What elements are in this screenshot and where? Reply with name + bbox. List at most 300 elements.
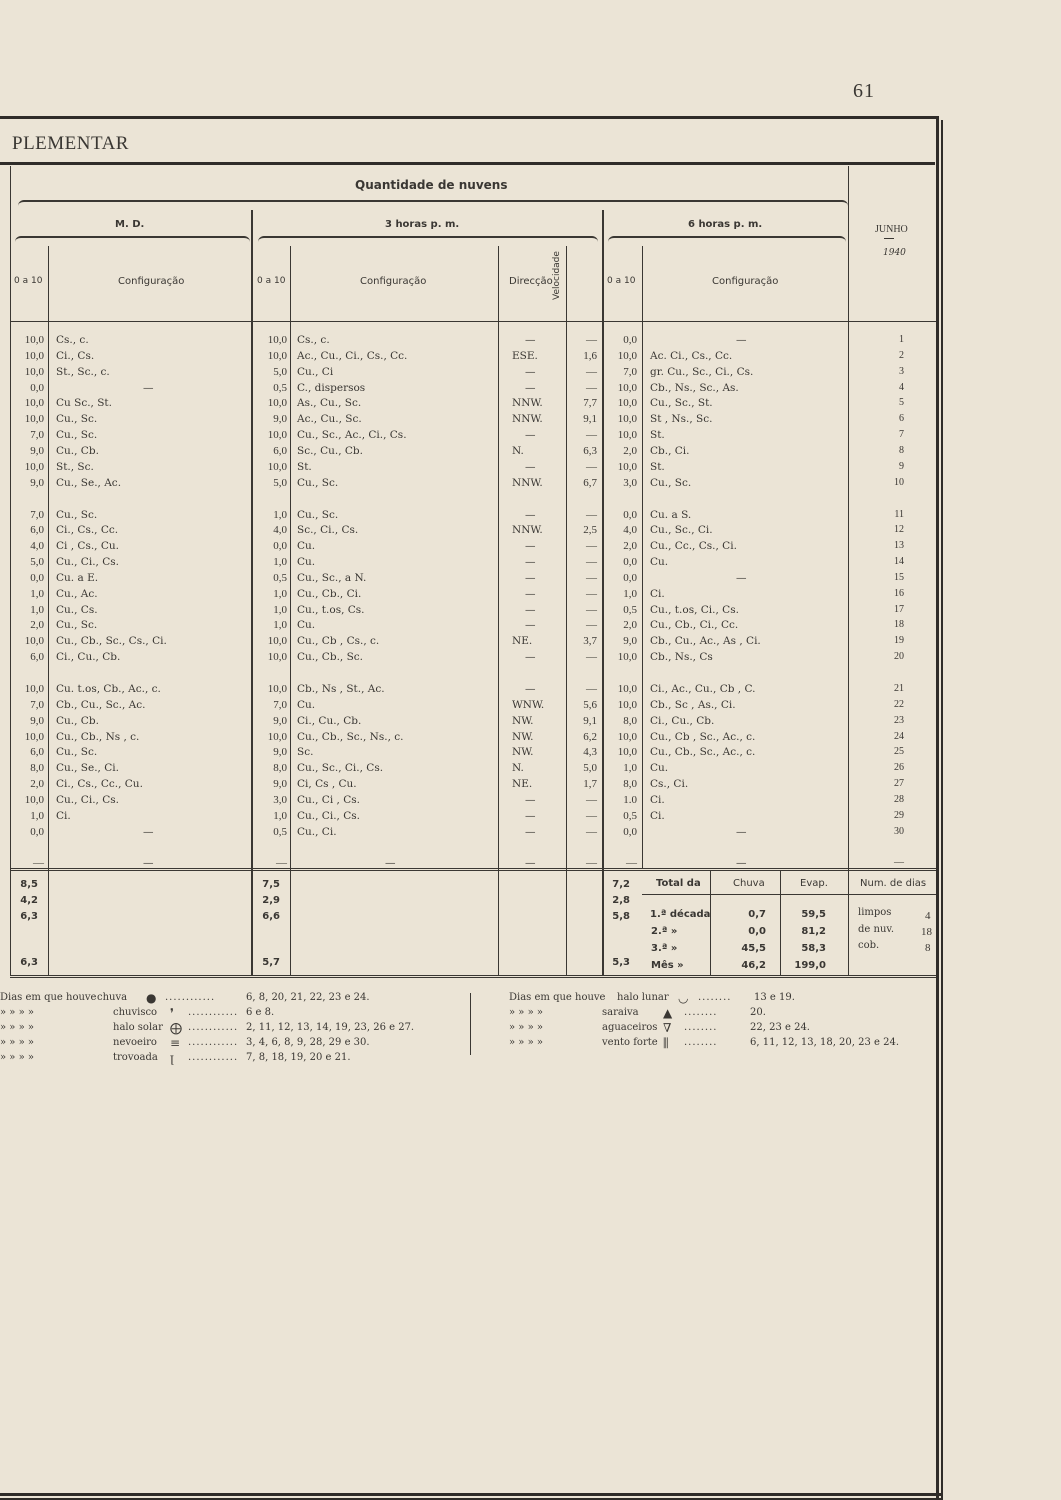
footnote-leader: ............ — [188, 1007, 239, 1018]
md-config: St., Sc., c. — [56, 365, 110, 378]
md-amount: 7,0 — [30, 508, 44, 521]
h6-amount: 1,0 — [623, 762, 637, 775]
md-config: Ci., Cs., Cc., Cu. — [56, 778, 143, 791]
h3-config: Cu., Sc., Ci., Cs. — [297, 762, 384, 775]
h3-config: Cu. — [297, 540, 316, 553]
h6-col-config: Configuração — [712, 276, 779, 287]
h3-velocity: — — [586, 651, 597, 664]
md-amount: 0,0 — [30, 381, 44, 394]
h6-amount: 2,0 — [623, 540, 637, 553]
md-amount: 10,0 — [24, 349, 44, 362]
h6-summary-value: 2,8 — [612, 895, 630, 906]
h3-config: Cu., t.os, Cs. — [297, 603, 365, 616]
md-config: Cu., Cb. — [56, 714, 99, 727]
day-number: 4 — [899, 381, 904, 393]
h6-config: Ac. Ci., Cs., Cc. — [650, 349, 733, 362]
h6-amount: 8,0 — [623, 778, 637, 791]
page-title: PLEMENTAR — [12, 133, 129, 154]
md-amount: 1,0 — [30, 603, 44, 616]
md-amount: 1,0 — [30, 587, 44, 600]
md-amount: 10,0 — [24, 793, 44, 806]
md-config: Cu., Ac. — [56, 587, 98, 600]
h3-velocity: 9,1 — [583, 714, 597, 727]
footnote-prefix: Dias em que houve — [0, 992, 97, 1003]
footnote-days: 3, 4, 6, 8, 9, 28, 29 e 30. — [246, 1037, 370, 1048]
h3-velocity: 6,2 — [583, 730, 597, 743]
h3-config: — — [385, 856, 396, 869]
summary-bottom-rule-2 — [10, 977, 936, 978]
footnote-days: 13 e 19. — [754, 992, 795, 1003]
h6-config: Cu., Cb., Sc., Ac., c. — [650, 746, 756, 759]
day-number: 7 — [899, 429, 904, 441]
h3-velocity: — — [586, 603, 597, 616]
day-number: 9 — [899, 460, 904, 472]
h3-direction: — — [525, 556, 536, 569]
md-amount: 4,0 — [30, 540, 44, 553]
md-amount: 10,0 — [24, 730, 44, 743]
h3-velocity: 1,7 — [583, 778, 597, 791]
limpos-label: limpos — [858, 907, 892, 918]
h3-config: Ci, Cs , Cu. — [297, 778, 357, 791]
h3-direction: — — [525, 381, 536, 394]
h3-velocity: — — [586, 540, 597, 553]
h3-velocity: — — [586, 683, 597, 695]
h3-velocity: — — [586, 571, 597, 584]
h3-velocity: — — [586, 334, 597, 346]
title-rule — [0, 162, 935, 165]
weather-symbol-icon: ⨁ — [170, 1021, 182, 1035]
h6-amount: 3,0 — [623, 476, 637, 489]
h3-direction: N. — [512, 762, 524, 775]
h6-amount: 1,0 — [623, 587, 637, 600]
h6-config: Ci., Cu., Cb. — [650, 714, 715, 727]
h3-amount: 10,0 — [267, 651, 287, 664]
h6-amount: 10,0 — [617, 460, 637, 473]
h3-config: Sc., Cu., Cb. — [297, 444, 363, 457]
h3-amount: 10,0 — [267, 460, 287, 473]
h3-direction: — — [525, 683, 536, 695]
day-number: 11 — [894, 508, 904, 520]
month-underline — [884, 238, 894, 239]
decada-label: 1.ª década — [650, 909, 711, 920]
md-amount: 1,0 — [30, 809, 44, 822]
h6-config: gr. Cu., Sc., Ci., Cs. — [650, 365, 754, 378]
h6-amount: 10,0 — [617, 746, 637, 759]
h3-amount: 10,0 — [267, 334, 287, 346]
footnote-days: 6 e 8. — [246, 1007, 275, 1018]
md-amount: 5,0 — [30, 556, 44, 569]
weather-symbol-icon: ⫼ — [663, 1036, 669, 1050]
day-number: 24 — [894, 730, 904, 742]
md-amount: 10,0 — [24, 460, 44, 473]
h6-config: Cs., Ci. — [650, 778, 689, 791]
h3-config: Cu., Cb., Sc., Ns., c. — [297, 730, 404, 743]
md-config: Cu. t.os, Cb., Ac., c. — [56, 683, 161, 695]
h3-config: St. — [297, 460, 312, 473]
weather-symbol-icon: ꞁ — [170, 1051, 174, 1065]
h3-amount: 6,0 — [273, 444, 287, 457]
h6-amount: 0,0 — [623, 508, 637, 521]
day-number: 19 — [894, 635, 904, 647]
day-number: 14 — [894, 556, 904, 568]
h3-title: 3 horas p. m. — [385, 219, 460, 230]
h6-config: St. — [650, 429, 665, 442]
h3-direction: — — [525, 809, 536, 822]
h3-config: As., Cu., Sc. — [297, 397, 362, 410]
decada-evap: 59,5 — [801, 909, 826, 920]
h3-amount: 5,0 — [273, 476, 287, 489]
day-number: 1 — [899, 334, 904, 345]
h3-amount: 1,0 — [273, 603, 287, 616]
h6-amount: 0,0 — [623, 334, 637, 346]
h3-direction: — — [525, 651, 536, 664]
decada-evap: 81,2 — [801, 926, 826, 937]
cob-value: 8 — [925, 942, 931, 954]
h3-direction: NNW. — [512, 413, 543, 426]
md-config: — — [143, 825, 154, 838]
num-dias-label: Num. de dias — [860, 878, 927, 889]
h3-direction: — — [525, 460, 536, 473]
total-da-label: Total da — [656, 878, 701, 889]
h6-config: Cb., Cu., Ac., As , Ci. — [650, 635, 761, 648]
h6-amount: 9,0 — [623, 635, 637, 648]
h3-direction: NNW. — [512, 524, 543, 537]
h3-velocity: — — [586, 793, 597, 806]
h6-config: — — [736, 856, 747, 869]
md-amount: 10,0 — [24, 683, 44, 695]
frame-top-rule — [0, 116, 939, 119]
h3-direction: WNW. — [512, 698, 545, 711]
h3-summary-value: 5,7 — [262, 957, 280, 968]
decada-label: 2.ª » — [651, 926, 678, 937]
h6-amount: — — [626, 856, 637, 869]
footnote-label: nevoeiro — [113, 1037, 157, 1048]
md-config: Cu., Ci., Cs. — [56, 793, 119, 806]
md-config: Ci., Cs. — [56, 349, 95, 362]
day-number: 13 — [894, 540, 904, 552]
h3-amount: 10,0 — [267, 429, 287, 442]
h3-config: Cu., Sc. — [297, 508, 339, 521]
h6-amount: 1.0 — [623, 793, 637, 806]
h3-config: Cu. — [297, 698, 316, 711]
md-config: St., Sc. — [56, 460, 94, 473]
h3-col-config: Configuração — [360, 276, 427, 287]
h6-amount: 10,0 — [617, 730, 637, 743]
h6-config: — — [736, 571, 747, 584]
page-number: 61 — [853, 80, 875, 102]
h3-velocity: — — [586, 619, 597, 632]
h6-amount: 10,0 — [617, 349, 637, 362]
h6-config: Cu., Cc., Cs., Ci. — [650, 540, 737, 553]
md-amount: 7,0 — [30, 429, 44, 442]
footnote-leader: ........ — [684, 1007, 718, 1018]
day-number: 22 — [894, 698, 904, 710]
h6-amount: 2,0 — [623, 444, 637, 457]
h6-amount: 10,0 — [617, 429, 637, 442]
day-number: 6 — [899, 413, 904, 425]
decada-chuva: 0,0 — [748, 926, 766, 937]
h3-direction: — — [525, 508, 536, 521]
md-amount: 6,0 — [30, 746, 44, 759]
md-amount: 10,0 — [24, 397, 44, 410]
day-number: 23 — [894, 714, 904, 726]
day-number: 21 — [894, 683, 904, 694]
weather-symbol-icon: ∇ — [663, 1021, 672, 1035]
h6-config: St , Ns., Sc. — [650, 413, 713, 426]
h3-velocity: — — [586, 365, 597, 378]
rule-evap — [780, 870, 781, 975]
md-brace — [15, 236, 250, 246]
h3-config: Ci., Cu., Cb. — [297, 714, 362, 727]
h3-direction: NNW. — [512, 476, 543, 489]
md-config: Cu., Cs. — [56, 603, 98, 616]
h3-velocity: 2,5 — [583, 524, 597, 537]
md-config: Cu., Sc. — [56, 619, 98, 632]
h6-summary-value: 5,8 — [612, 911, 630, 922]
h6-summary-value: 7,2 — [612, 879, 630, 890]
md-amount: 10,0 — [24, 635, 44, 648]
h6-config: Cb., Ci. — [650, 444, 690, 457]
footnote-leader: ........ — [698, 992, 732, 1003]
md-config: Cu., Sc. — [56, 413, 98, 426]
h3-config: Cu., Sc., Ac., Ci., Cs. — [297, 429, 407, 442]
h3-amount: 10,0 — [267, 730, 287, 743]
rule-dir — [498, 246, 499, 976]
md-col-config: Configuração — [118, 276, 185, 287]
summary-bottom-rule — [10, 975, 936, 976]
h3-amount: 0,5 — [273, 825, 287, 838]
day-number: 5 — [899, 397, 904, 409]
rule-md-end — [251, 210, 253, 976]
footnote-prefix: » » » » — [0, 1037, 35, 1048]
h6-config: — — [736, 334, 747, 346]
footnote-label: aguaceiros — [602, 1022, 658, 1033]
h3-summary-value: 6,6 — [262, 911, 280, 922]
h3-config: Cu., Ci — [297, 365, 334, 378]
h3-direction: — — [525, 571, 536, 584]
h3-config: Cu. — [297, 556, 316, 569]
md-summary-value: 6,3 — [20, 911, 38, 922]
h3-amount: 4,0 — [273, 524, 287, 537]
h6-config: Ci., Ac., Cu., Cb , C. — [650, 683, 756, 695]
md-config: Ci., Cu., Cb. — [56, 651, 121, 664]
h6-amount: 0,0 — [623, 825, 637, 838]
md-config: Cu., Cb. — [56, 444, 99, 457]
h3-amount: 9,0 — [273, 714, 287, 727]
h3-velocity: — — [586, 460, 597, 473]
md-summary-value: 4,2 — [20, 895, 38, 906]
h6-col-010: 0 a 10 — [607, 276, 636, 286]
md-config: Cu., Sc. — [56, 746, 98, 759]
h3-amount: 10,0 — [267, 349, 287, 362]
h3-amount: 0,0 — [273, 540, 287, 553]
h3-config: Sc. — [297, 746, 314, 759]
h6-amount: 4,0 — [623, 524, 637, 537]
h3-config: Ac., Cu., Ci., Cs., Cc. — [297, 349, 408, 362]
h3-direction: — — [525, 429, 536, 442]
total-header-rule — [642, 894, 848, 895]
day-number: 10 — [894, 476, 904, 488]
h6-config: Cb., Ns., Sc., As. — [650, 381, 739, 394]
md-summary-value: 8,5 — [20, 879, 38, 890]
md-config: Cu., Cb., Sc., Cs., Ci. — [56, 635, 167, 648]
h3-config: Cs., c. — [297, 334, 330, 346]
md-col-010: 0 a 10 — [14, 276, 43, 286]
h6-config: St. — [650, 460, 665, 473]
h3-velocity: — — [586, 856, 597, 869]
h3-velocity: 5,0 — [583, 762, 597, 775]
h3-col-velocidade: Velocidade — [552, 251, 562, 300]
footnote-days: 6, 8, 20, 21, 22, 23 e 24. — [246, 992, 370, 1003]
h6-amount: 2,0 — [623, 619, 637, 632]
rule-md-q — [48, 246, 49, 976]
md-amount: 2,0 — [30, 778, 44, 791]
weather-symbol-icon: ≡ — [170, 1036, 181, 1050]
h3-config: Cu. — [297, 619, 316, 632]
footnote-leader: ............ — [165, 992, 216, 1003]
footnote-prefix: » » » » — [509, 1022, 544, 1033]
h6-config: Cu. — [650, 556, 669, 569]
h3-direction: NE. — [512, 635, 533, 648]
footnote-days: 2, 11, 12, 13, 14, 19, 23, 26 e 27. — [246, 1022, 415, 1033]
h3-col-010: 0 a 10 — [257, 276, 286, 286]
h3-amount: — — [276, 856, 287, 869]
footnote-label: saraiva — [602, 1007, 639, 1018]
h3-velocity: 3,7 — [583, 635, 597, 648]
md-config: Cu., Ci., Cs. — [56, 556, 119, 569]
h6-config: Ci. — [650, 809, 665, 822]
rule-vel — [566, 246, 567, 976]
footnote-divider — [470, 993, 471, 1055]
h6-title: 6 horas p. m. — [688, 219, 763, 230]
h6-amount: 0,0 — [623, 571, 637, 584]
md-config: — — [143, 381, 154, 394]
decada-evap: 58,3 — [801, 943, 826, 954]
h6-amount: 7,0 — [623, 365, 637, 378]
rule-h3-end — [602, 210, 604, 976]
md-summary-value: 6,3 — [20, 957, 38, 968]
md-config: Cu., Se., Ci. — [56, 762, 119, 775]
md-amount: 9,0 — [30, 444, 44, 457]
footnote-leader: ............ — [188, 1037, 239, 1048]
day-number: 29 — [894, 809, 904, 821]
day-number: 27 — [894, 778, 904, 790]
cob-label: cob. — [858, 940, 880, 951]
rule-day — [848, 166, 849, 976]
md-amount: 0,0 — [30, 825, 44, 838]
footnote-prefix: » » » » — [509, 1037, 544, 1048]
group-brace — [18, 200, 848, 210]
h3-col-direccao: Direcção — [509, 276, 553, 287]
frame-right-rule-inner — [941, 120, 943, 1500]
h6-config: — — [736, 825, 747, 838]
day-number: 28 — [894, 793, 904, 805]
footnote-leader: ........ — [684, 1022, 718, 1033]
h3-amount: 1,0 — [273, 556, 287, 569]
footnote-leader: ........ — [684, 1037, 718, 1048]
md-config: Ci. — [56, 809, 71, 822]
h3-config: C., dispersos — [297, 381, 366, 394]
h3-config: Cu., Ci., Cs. — [297, 809, 360, 822]
md-amount: 9,0 — [30, 476, 44, 489]
h3-amount: 1,0 — [273, 508, 287, 521]
h6-amount: 10,0 — [617, 683, 637, 695]
md-config: Ci , Cs., Cu. — [56, 540, 119, 553]
header-bottom-rule — [10, 321, 936, 322]
h6-config: Cb., Ns., Cs — [650, 651, 713, 664]
h3-direction: — — [525, 587, 536, 600]
year-label: 1940 — [883, 248, 906, 258]
h3-velocity: — — [586, 381, 597, 394]
md-amount: 7,0 — [30, 698, 44, 711]
h6-config: Cu. a S. — [650, 508, 692, 521]
summary-top-rule-2 — [10, 870, 936, 871]
footnote-prefix: » » » » — [0, 1022, 35, 1033]
md-amount: — — [33, 856, 44, 869]
footnote-label: vento forte — [602, 1037, 658, 1048]
evap-label: Evap. — [800, 878, 828, 889]
footnote-leader: ............ — [188, 1022, 239, 1033]
frame-right-rule — [936, 116, 939, 1499]
h6-config: Cu., t.os, Ci., Cs. — [650, 603, 739, 616]
day-number: 2 — [899, 349, 904, 361]
footnote-prefix: » » » » — [0, 1052, 35, 1063]
h6-amount: 10,0 — [617, 413, 637, 426]
md-amount: 6,0 — [30, 524, 44, 537]
h3-config: Cu., Ci , Cs. — [297, 793, 360, 806]
limpos-value: 4 — [925, 910, 931, 922]
h3-direction: NW. — [512, 730, 534, 743]
h3-brace — [258, 236, 598, 246]
h3-config: Sc., Ci., Cs. — [297, 524, 359, 537]
day-number: 30 — [894, 825, 904, 837]
h3-amount: 7,0 — [273, 698, 287, 711]
h3-direction: — — [525, 825, 536, 838]
h3-amount: 9,0 — [273, 778, 287, 791]
h6-config: Cu. — [650, 762, 669, 775]
h6-amount: 8,0 — [623, 714, 637, 727]
h3-amount: 0,5 — [273, 571, 287, 584]
day-number: 25 — [894, 746, 904, 758]
md-config: Cu Sc., St. — [56, 397, 112, 410]
day-number: 18 — [894, 619, 904, 631]
md-config: Cb., Cu., Sc., Ac. — [56, 698, 146, 711]
nuv-label: de nuv. — [858, 924, 895, 935]
footnote-label: chuvisco — [113, 1007, 158, 1018]
h3-direction: NW. — [512, 714, 534, 727]
weather-symbol-icon: ▲ — [663, 1006, 673, 1020]
h3-amount: 1,0 — [273, 619, 287, 632]
day-number: 8 — [899, 444, 904, 456]
footnote-prefix: Dias em que houve — [509, 992, 606, 1003]
h3-direction: — — [525, 619, 536, 632]
md-amount: 10,0 — [24, 365, 44, 378]
md-amount: 6,0 — [30, 651, 44, 664]
md-amount: 10,0 — [24, 334, 44, 346]
h3-velocity: 9,1 — [583, 413, 597, 426]
rule-h6-q — [642, 246, 643, 868]
footnote-prefix: » » » » — [0, 1007, 35, 1018]
h3-config: Cu., Sc., a N. — [297, 571, 367, 584]
md-title: M. D. — [115, 219, 145, 230]
day-number: 15 — [894, 571, 904, 583]
h6-summary-value: 5,3 — [612, 957, 630, 968]
h6-config: Cu., Cb , Sc., Ac., c. — [650, 730, 756, 743]
h3-direction: — — [525, 334, 536, 346]
h3-velocity: — — [586, 587, 597, 600]
h3-velocity: — — [586, 429, 597, 442]
h3-amount: 9,0 — [273, 413, 287, 426]
